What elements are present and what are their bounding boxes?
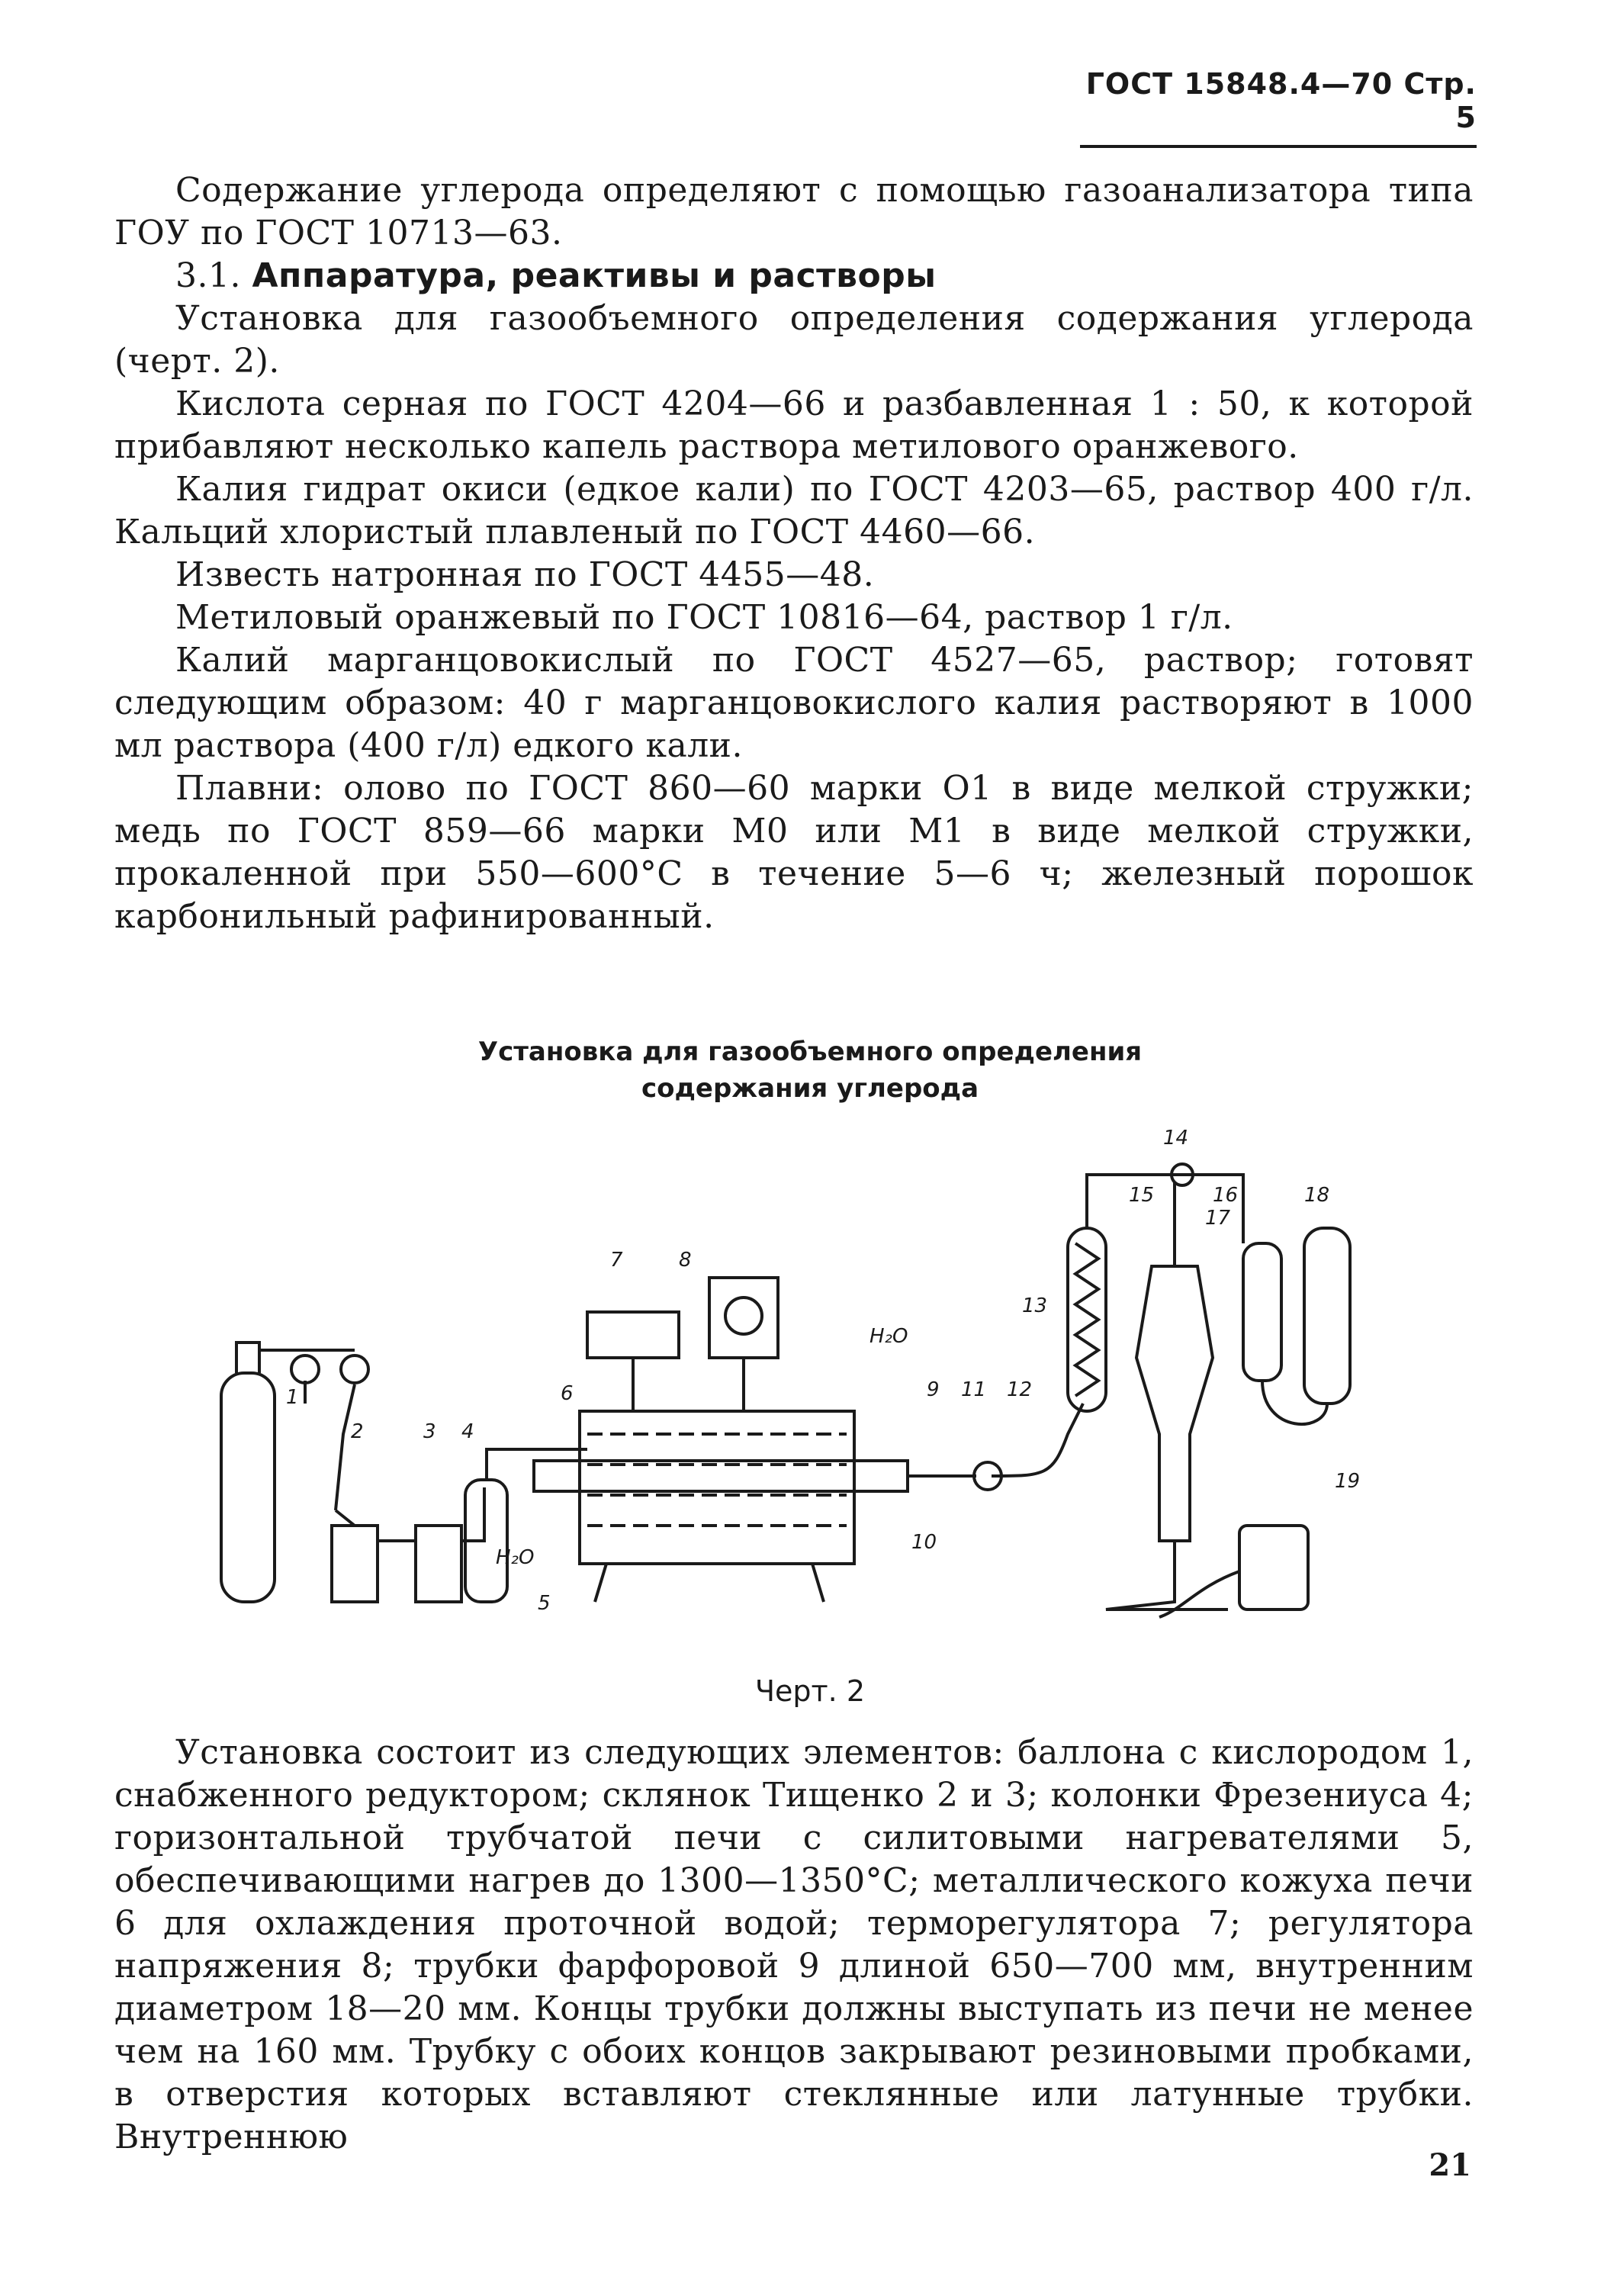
figure-caption: Черт. 2 [754,1674,866,1708]
voltage-regulator [709,1278,778,1358]
label-6: 6 [561,1382,574,1405]
label-14: 14 [1163,1127,1189,1150]
label-11: 11 [961,1378,987,1401]
body-text-top [114,169,1474,938]
label-3: 3 [423,1420,436,1443]
label-16: 16 [1213,1184,1239,1207]
oxygen-cylinder [221,1373,275,1602]
paragraph: Метиловый оранжевый по ГОСТ 10816—64, раствор 1 г/л. [175,598,1233,637]
figure-title-line: Установка для газообъемного определения [477,1037,1143,1067]
paragraph: Известь натронная по ГОСТ 4455—48. [175,555,875,594]
label-2: 2 [351,1420,364,1443]
water-label-in: H₂O [496,1546,535,1569]
section-number: 3.1. [175,256,252,295]
paragraph: Калий марганцовокислый по ГОСТ 4527—65, раствор; готовят следующим образом: 40 г марганцовокислого калия растворяют в 1000 мл раствора (400 г/л) едкого кали. [114,641,1474,765]
apparatus-diagram [191,1114,1426,1648]
paragraph: Установка для газообъемного определения содержания углерода (черт. 2). [114,299,1474,381]
figure-title-line: содержания углерода [641,1073,979,1104]
paragraph: Калия гидрат окиси (едкое кали) по ГОСТ 4203—65, раствор 400 г/л. Кальций хлористый плавленый по ГОСТ 4460—66. [114,470,1474,551]
label-1: 1 [286,1386,299,1409]
tishchenko-bottle-2 [332,1526,378,1602]
paragraph: Содержание углерода определяют с помощью газоанализатора типа ГОУ по ГОСТ 10713—63. [114,171,1474,252]
body-text-bottom [114,1732,1474,2159]
label-18: 18 [1304,1184,1330,1207]
label-7: 7 [610,1249,623,1272]
label-12: 12 [1007,1378,1033,1401]
tishchenko-bottle-3 [416,1526,461,1602]
label-19: 19 [1335,1470,1361,1493]
diagram-labels [286,1127,1360,1615]
label-13: 13 [1022,1294,1048,1317]
label-4: 4 [461,1420,474,1443]
water-label-out: H₂O [869,1325,908,1348]
figure-title [0,1034,1620,1107]
label-9: 9 [927,1378,940,1401]
thermoregulator [587,1312,679,1358]
page-number: 21 [1429,2147,1471,2183]
label-10: 10 [911,1531,937,1554]
apparatus-drawing [191,1114,1426,1648]
paragraph: Кислота серная по ГОСТ 4204—66 и разбавленная 1 : 50, к которой прибавляют несколько капель раствора метилового оранжевого. [114,384,1474,466]
paragraph: Установка состоит из следующих элементов: баллона с кислородом 1, снабженного редуктором; склянок Тищенко 2 и 3; колонки Фрезениуса 4; горизонтальной трубчатой печи с силитовыми нагревателями 5, обеспечивающими нагрев до 1300—1350°С; металлического кожуха печи 6 для охлаждения проточной водой; терморегулятора 7; регулятора напряжения 8; трубки фарфоровой 9 длиной 650—700 мм, внутренним диаметром 18—20 мм. Концы трубки должны выступать из печи не менее чем на 160 мм. Трубку с обоих концов закрывают резиновыми пробками, в отверстия которых вставляют стеклянные или латунные трубки. Внутреннюю [114,1733,1474,2156]
label-8: 8 [679,1249,692,1272]
leveling-vessel [1304,1228,1350,1404]
page-header: ГОСТ 15848.4—70 Стр. 5 [1080,67,1477,148]
paragraph: Плавни: олово по ГОСТ 860—60 марки О1 в виде мелкой стружки; медь по ГОСТ 859—66 марки М0 или М1 в виде мелкой стружки, прокаленной при 550—600°С в течение 5—6 ч; железный порошок карбонильный рафинированный. [114,769,1474,936]
label-17: 17 [1205,1207,1231,1230]
section-title: Аппаратура, реактивы и растворы [252,256,937,295]
absorber-vessel [1243,1243,1281,1381]
leveling-bottle [1239,1526,1308,1609]
label-15: 15 [1129,1184,1155,1207]
label-5: 5 [538,1592,551,1615]
section-heading [114,255,1474,297]
